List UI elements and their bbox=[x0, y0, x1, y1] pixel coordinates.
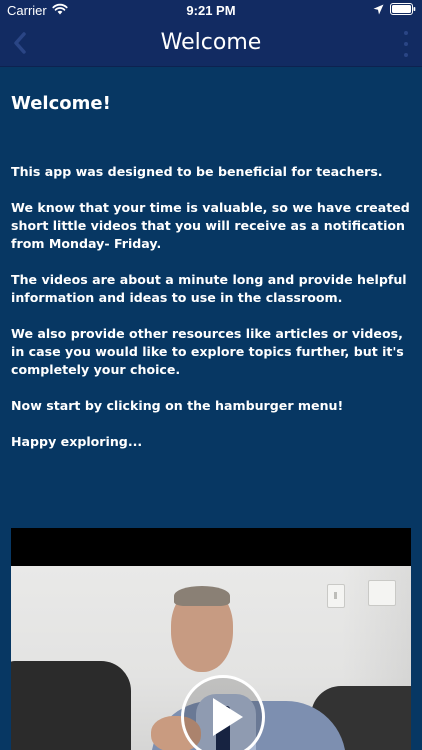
welcome-heading: Welcome! bbox=[11, 93, 111, 114]
back-button[interactable] bbox=[8, 30, 32, 56]
closing-paragraph: Happy exploring... bbox=[11, 434, 143, 449]
person-hair bbox=[174, 586, 230, 606]
status-time: 9:21 PM bbox=[186, 3, 236, 18]
video-thumbnail bbox=[11, 566, 411, 750]
video-length-paragraph: The videos are about a minute long and provide helpful information and ideas to use in the classroom. bbox=[11, 272, 407, 305]
location-arrow-icon bbox=[373, 3, 384, 18]
play-button[interactable] bbox=[181, 675, 265, 750]
light-switch-double bbox=[368, 580, 396, 606]
resources-paragraph: We also provide other resources like articles or videos, in case you would like to explore topics further, but it's completely your choice. bbox=[11, 326, 404, 377]
status-bar bbox=[0, 0, 422, 22]
more-vertical-icon-dot bbox=[404, 31, 408, 35]
page-title: Welcome bbox=[160, 30, 262, 55]
intro-paragraph: This app was designed to be beneficial for teachers. bbox=[11, 164, 383, 179]
more-vertical-icon-dot bbox=[404, 42, 408, 46]
more-vertical-icon-dot bbox=[404, 53, 408, 57]
battery-icon bbox=[390, 3, 416, 18]
video-player[interactable] bbox=[11, 528, 411, 750]
status-right bbox=[373, 3, 416, 18]
welcome-content bbox=[11, 93, 415, 469]
play-icon bbox=[184, 678, 262, 750]
chevron-left-icon bbox=[12, 32, 28, 54]
navigation-bar bbox=[0, 22, 422, 67]
more-options-button[interactable] bbox=[400, 31, 412, 57]
couch-left bbox=[11, 661, 131, 750]
carrier-label: Carrier bbox=[7, 3, 47, 18]
videos-paragraph: We know that your time is valuable, so we have created short little videos that you will receive as a notification from Monday- Friday. bbox=[11, 200, 410, 251]
light-switch bbox=[327, 584, 345, 608]
hamburger-hint-paragraph: Now start by clicking on the hamburger menu! bbox=[11, 398, 344, 413]
